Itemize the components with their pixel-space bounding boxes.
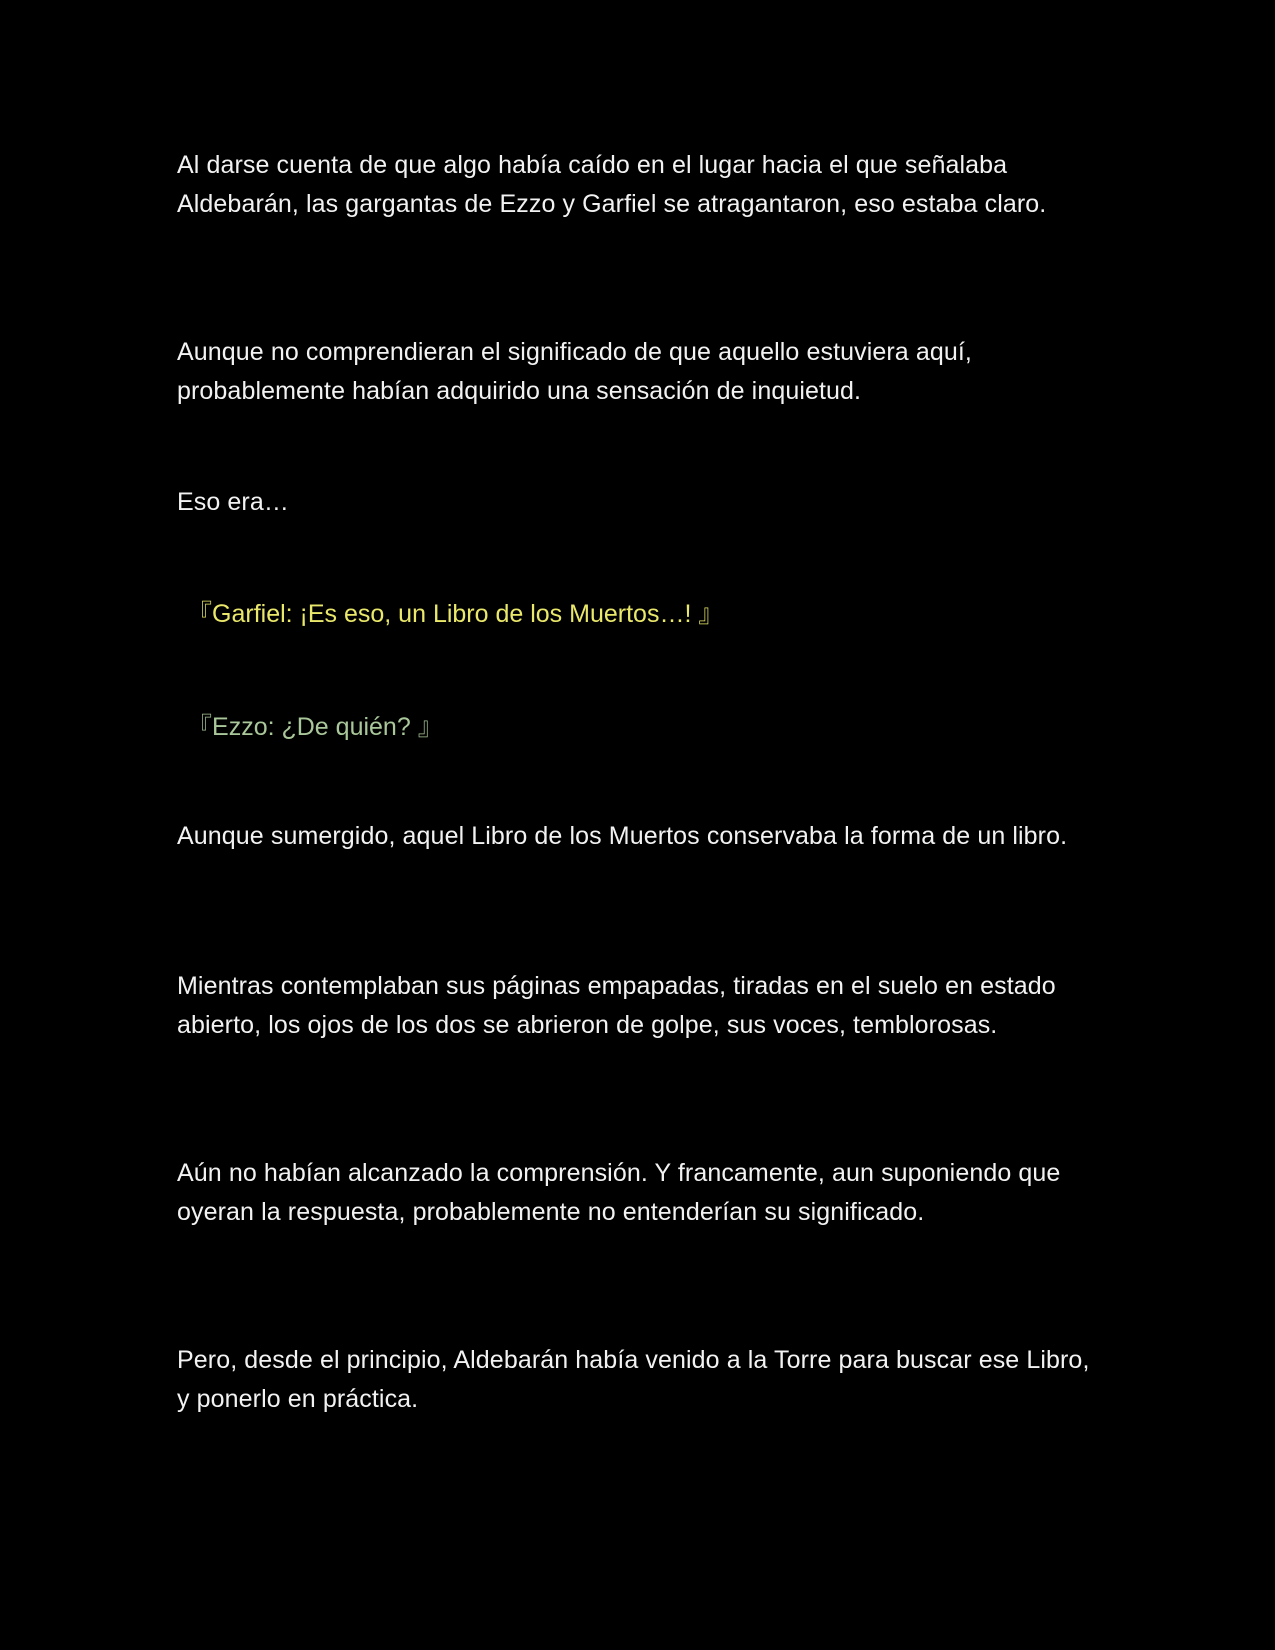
close-bracket: 』 [417,713,443,741]
paragraph-2: Aunque no comprendieran el significado de que aquello estuviera aquí, probablemente habían adquirido una sensación de inquietud. [177,338,972,405]
dialogue-ezzo [187,708,443,747]
dialogue-ezzo-text: Ezzo: ¿De quién? [212,713,411,741]
close-bracket: 』 [698,600,724,628]
paragraph-4: Aunque sumergido, aquel Libro de los Muertos conservaba la forma de un libro. [177,822,1068,850]
paragraph-5: Mientras contemplaban sus páginas empapadas, tiradas en el suelo en estado abierto, los ojos de los dos se abrieron de golpe, sus voces, temblorosas. [177,972,1056,1039]
dialogue-garfiel [187,595,723,634]
dialogue-garfiel-text: Garfiel: ¡Es eso, un Libro de los Muertos…! [212,600,692,628]
open-bracket: 『 [187,600,213,628]
open-bracket: 『 [187,713,213,741]
paragraph-1: Al darse cuenta de que algo había caído en el lugar hacia el que señalaba Aldebarán, las gargantas de Ezzo y Garfiel se atragantaron, eso estaba claro. [177,151,1047,218]
paragraph-6: Aún no habían alcanzado la comprensión. Y francamente, aun suponiendo que oyeran la respuesta, probablemente no entenderían su significado. [177,1159,1061,1226]
paragraph-7: Pero, desde el principio, Aldebarán había venido a la Torre para buscar ese Libro, y ponerlo en práctica. [177,1346,1090,1413]
paragraph-3: Eso era… [177,488,289,516]
